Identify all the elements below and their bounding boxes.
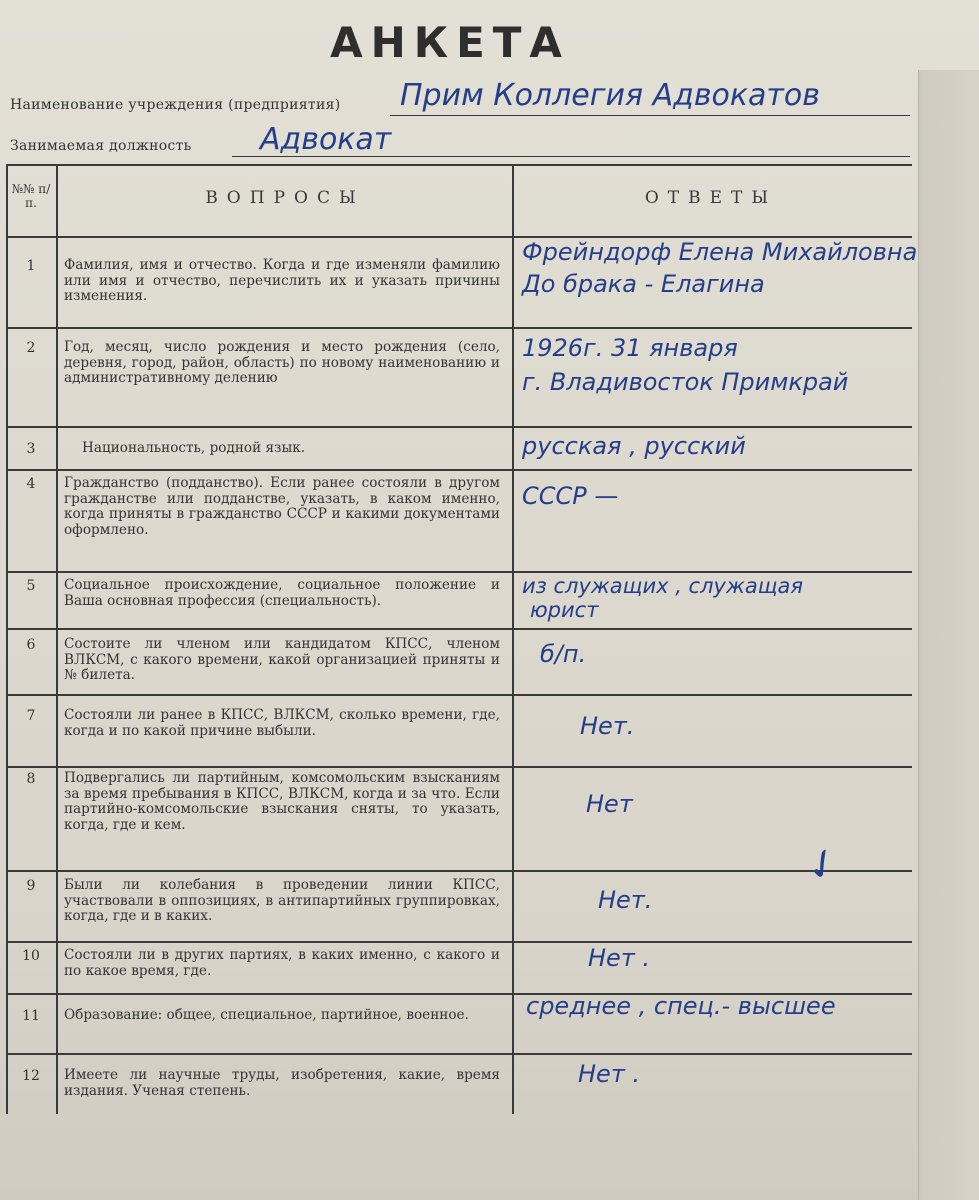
institution-label: Наименование учреждения (предприятия)	[10, 97, 341, 113]
row-2-num: 2	[26, 340, 36, 356]
row-11-border	[6, 1053, 912, 1055]
row-2-answer-line-1: 1926г. 31 января	[522, 334, 738, 362]
table-top-border	[6, 164, 912, 166]
row-4-question: Гражданство (подданство). Если ранее состояли в другом гражданстве или подданстве, указать, в каком именно, когда приняты в гражданство СССР и какими документами оформлено.	[64, 475, 500, 538]
row-10-answer: Нет .	[588, 944, 651, 972]
row-4-num: 4	[26, 476, 36, 492]
row-12-num: 12	[22, 1068, 40, 1084]
row-11-question: Образование: общее, специальное, партийное, военное.	[64, 1007, 469, 1023]
row-7-num: 7	[26, 708, 36, 724]
row-2-answer-line-2: г. Владивосток Примкрай	[522, 368, 849, 396]
row-4-border	[6, 571, 912, 573]
row-6-answer: б/п.	[540, 640, 587, 668]
row-1-num: 1	[26, 258, 36, 274]
row-9-question: Были ли колебания в проведении линии КПСС, участвовали в оппозициях, в антипартийных группировках, когда, где и в каких.	[64, 877, 500, 925]
row-1-question: Фамилия, имя и отчество. Когда и где изменяли фамилию или имя и отчество, перечислить их и указать причины изменения.	[64, 257, 500, 305]
institution-underline	[390, 115, 910, 116]
row-6-num: 6	[26, 637, 36, 653]
row-5-answer-line-1: из служащих , служащая	[522, 574, 804, 598]
row-2-question: Год, месяц, число рождения и место рождения (село, деревня, город, район, область) по новому наименованию и административному делению	[64, 339, 500, 387]
row-5-num: 5	[26, 578, 36, 594]
row-10-num: 10	[22, 948, 40, 964]
position-label: Занимаемая должность	[10, 138, 192, 154]
row-7-answer: Нет.	[580, 712, 635, 740]
row-8-question: Подвергались ли партийным, комсомольским взысканиям за время пребывания в КПСС, ВЛКСМ, когда и за что. Если партийно-комсомольские взыскания сняты, то указать, когда, где и кем.	[64, 770, 500, 833]
institution-value: Прим Коллегия Адвокатов	[400, 78, 820, 113]
row-4-answer: СССР —	[522, 482, 619, 510]
row-11-num: 11	[22, 1008, 40, 1024]
row-1-answer-line-1: Фрейндорф Елена Михайловна	[522, 238, 918, 266]
row-3-num: 3	[26, 441, 36, 457]
row-9-answer: Нет.	[598, 886, 653, 914]
header-num: №№ п/п.	[11, 182, 51, 210]
num-column-border	[56, 164, 58, 1114]
row-5-question: Социальное происхождение, социальное положение и Ваша основная профессия (специальность).	[64, 577, 500, 609]
row-3-answer: русская , русский	[522, 432, 746, 460]
position-underline	[232, 156, 910, 157]
row-6-question: Состоите ли членом или кандидатом КПСС, членом ВЛКСМ, с какого времени, какой организацией приняты и № билета.	[64, 636, 500, 684]
row-9-border	[6, 941, 912, 943]
row-11-answer: среднее , спец.- высшее	[526, 992, 836, 1020]
underlying-page-edge	[918, 70, 979, 1200]
row-3-question: Национальность, родной язык.	[82, 440, 306, 456]
form-title: АНКЕТА	[330, 18, 570, 67]
header-answers: ОТВЕТЫ	[644, 188, 778, 208]
position-value: Адвокат	[260, 122, 392, 157]
row-2-border	[6, 426, 912, 428]
row-7-border	[6, 766, 912, 768]
row-10-question: Состояли ли в других партиях, в каких именно, с какого и по какое время, где.	[64, 947, 500, 979]
row-1-border	[6, 327, 912, 329]
row-1-answer-line-2: До брака - Елагина	[522, 270, 765, 298]
row-7-question: Состояли ли ранее в КПСС, ВЛКСМ, сколько времени, где, когда и по какой причине выбыли.	[64, 707, 500, 739]
row-9-num: 9	[26, 878, 36, 894]
row-8-answer: Нет	[586, 790, 633, 818]
row-8-border	[6, 870, 912, 872]
row-8-num: 8	[26, 771, 36, 787]
row-3-border	[6, 469, 912, 471]
answers-column-border	[512, 164, 514, 1114]
header-questions: ВОПРОСЫ	[205, 188, 365, 208]
row-12-question: Имеете ли научные труды, изобретения, какие, время издания. Ученая степень.	[64, 1067, 500, 1099]
row-5-border	[6, 628, 912, 630]
row-6-border	[6, 694, 912, 696]
row-5-answer-line-2: юрист	[530, 598, 599, 622]
row-12-answer: Нет .	[578, 1060, 641, 1088]
check-mark-icon: ✓	[796, 836, 849, 894]
